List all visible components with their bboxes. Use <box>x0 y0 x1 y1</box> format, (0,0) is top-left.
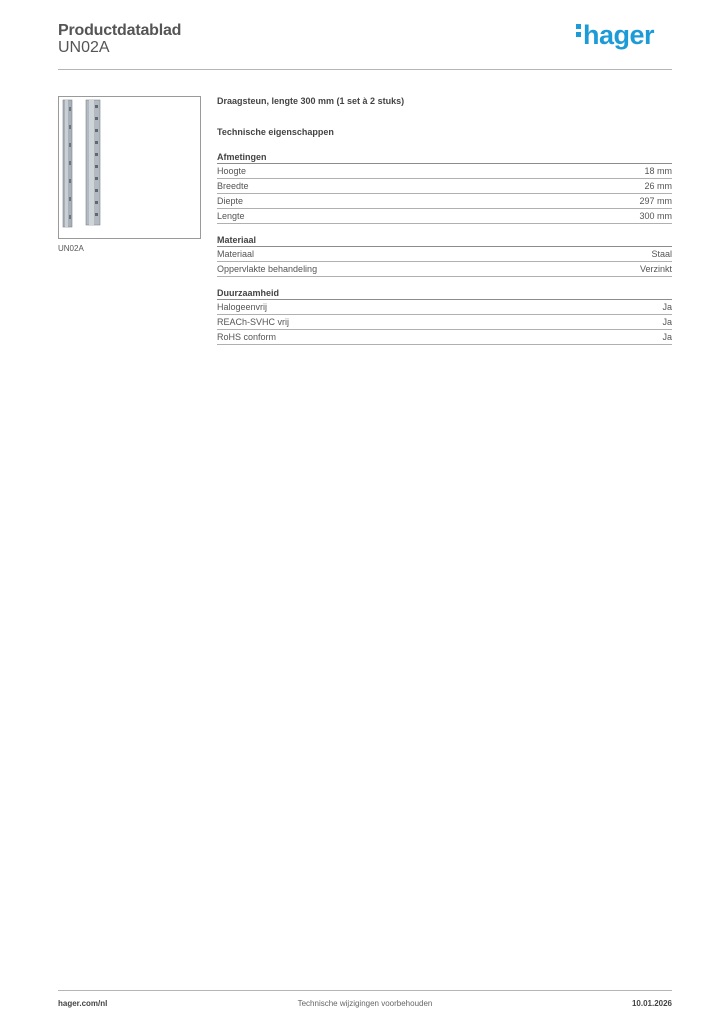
spec-row <box>217 194 672 209</box>
spec-label: Lengte <box>217 211 245 221</box>
section-materiaal <box>217 234 672 277</box>
spec-value: 300 mm <box>639 211 672 221</box>
spec-label: Breedte <box>217 181 249 191</box>
logo-text: hager <box>582 20 654 50</box>
spec-label: Materiaal <box>217 249 255 259</box>
spec-label: RoHS conform <box>217 332 277 342</box>
spec-row <box>217 164 672 179</box>
spec-row <box>217 315 672 330</box>
technical-properties-title: Technische eigenschappen <box>217 127 334 137</box>
spec-row <box>217 247 672 262</box>
section-title: Materiaal <box>217 234 672 247</box>
spec-row <box>217 262 672 277</box>
page-header <box>58 22 672 70</box>
spec-value: Ja <box>662 302 672 312</box>
spec-value: Ja <box>662 332 672 342</box>
section-title: Afmetingen <box>217 151 672 164</box>
image-caption: UN02A <box>58 244 84 253</box>
spec-value: 297 mm <box>639 196 672 206</box>
spec-label: REACh-SVHC vrij <box>217 317 290 327</box>
product-image <box>58 96 201 239</box>
spec-value: Verzinkt <box>639 264 672 274</box>
spec-content <box>217 96 672 355</box>
spec-row <box>217 330 672 345</box>
spec-label: Diepte <box>217 196 244 206</box>
page-footer <box>58 990 672 1011</box>
mounting-rail-illustration <box>59 97 200 238</box>
section-duurzaamheid <box>217 287 672 345</box>
document-date: 10.01.2026 <box>631 999 672 1008</box>
spec-row <box>217 209 672 224</box>
spec-value: 26 mm <box>644 181 672 191</box>
product-code: UN02A <box>58 39 110 56</box>
spec-value: 18 mm <box>644 166 672 176</box>
hager-logo <box>576 20 654 51</box>
spec-row <box>217 300 672 315</box>
section-title: Duurzaamheid <box>217 287 672 300</box>
spec-label: Oppervlakte behandeling <box>217 264 318 274</box>
product-description: Draagsteun, lengte 300 mm (1 set à 2 stuks) <box>217 96 405 106</box>
website-link[interactable]: hager.com/nl <box>58 999 108 1008</box>
spec-value: Ja <box>662 317 672 327</box>
section-afmetingen <box>217 151 672 224</box>
spec-row <box>217 179 672 194</box>
spec-label: Hoogte <box>217 166 247 176</box>
document-title: Productdatablad <box>58 22 182 39</box>
spec-value: Staal <box>651 249 672 259</box>
spec-label: Halogeenvrij <box>217 302 268 312</box>
logo-dots-icon <box>576 24 581 40</box>
disclaimer-text: Technische wijzigingen voorbehouden <box>297 999 433 1008</box>
